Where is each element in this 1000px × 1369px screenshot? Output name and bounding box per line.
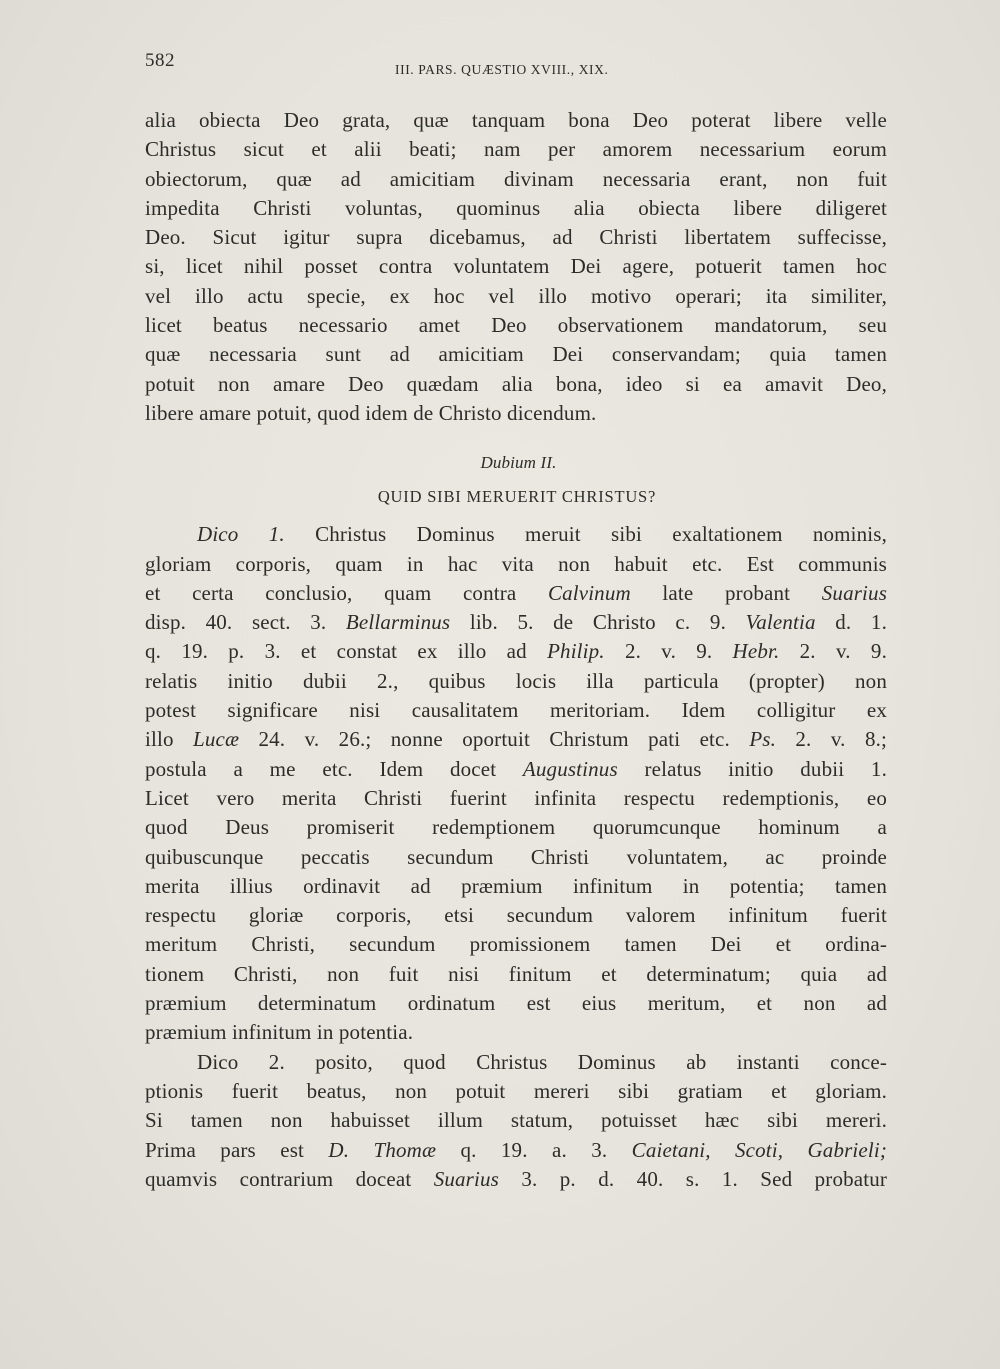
- text-line: impedita Christi voluntas, quominus alia obiecta libere diligeret: [145, 195, 887, 220]
- text-line: [145, 579, 887, 608]
- text-line: merita illius ordinavit ad præmium infinitum in potentia; tamen: [145, 873, 887, 898]
- italic-ref: Hebr.: [732, 639, 780, 664]
- paragraph-2: [145, 520, 887, 1047]
- paragraph-1: [145, 106, 887, 428]
- text-line: Dico 2. posito, quod Christus Dominus ab instanti conce-: [197, 1049, 887, 1074]
- text-line: relatis initio dubii 2., quibus locis illa particula (propter) non: [145, 668, 887, 693]
- text-line: ptionis fuerit beatus, non potuit mereri sibi gratiam et gloriam.: [145, 1078, 887, 1103]
- text-line: vel illo actu specie, ex hoc vel illo motivo operari; ita similiter,: [145, 283, 887, 308]
- text-run: Christus Dominus meruit sibi exaltationem nominis,: [284, 522, 887, 547]
- text-run: lib. 5. de Christo c. 9.: [450, 610, 746, 635]
- text-line: quæ necessaria sunt ad amicitiam Dei conservandam; quia tamen: [145, 342, 887, 367]
- text-run: q. 19. p. 3. et constat ex illo ad: [145, 639, 548, 664]
- text-line: potuit non amare Deo quædam alia bona, ideo si ea amavit Deo,: [145, 371, 887, 396]
- dubium-question: QUID SIBI MERUERIT CHRISTUS?: [377, 487, 657, 507]
- text-line: [145, 1136, 887, 1165]
- text-run: Prima pars est: [145, 1137, 329, 1162]
- text-run: relatus initio dubii 1.: [617, 756, 887, 781]
- text-run: late probant: [630, 580, 822, 605]
- paragraph-3: [145, 1048, 887, 1194]
- text-line: licet beatus necessario amet Deo observationem mandatorum, seu: [145, 313, 887, 338]
- text-line: [145, 755, 887, 784]
- italic-ref: Suarius: [821, 580, 888, 605]
- text-line: [145, 608, 887, 637]
- text-run: q. 19. a. 3.: [436, 1137, 632, 1162]
- running-head: III. PARS. QUÆSTIO XVIII., XIX.: [395, 62, 609, 77]
- text-line: [145, 1165, 887, 1194]
- text-run: disp. 40. sect. 3.: [145, 610, 346, 635]
- text-run: 2. v. 8.;: [776, 727, 887, 752]
- text-run: quamvis contrarium doceat: [145, 1166, 434, 1191]
- text-line: alia obiecta Deo grata, quæ tanquam bona Deo poterat libere velle: [145, 108, 887, 132]
- italic-ref: Philip.: [547, 639, 605, 664]
- text-line: [145, 637, 887, 666]
- page-number: 582: [145, 50, 175, 71]
- text-line: præmium infinitum in potentia.: [145, 1020, 414, 1045]
- text-line: Deo. Sicut igitur supra dicebamus, ad Christi libertatem suffecisse,: [145, 225, 887, 250]
- text-run: 2. v. 9.: [779, 639, 887, 664]
- dubium-title: Dubium II.: [480, 453, 557, 473]
- italic-ref: Valentia: [745, 610, 816, 635]
- text-run: et certa conclusio, quam contra: [145, 580, 548, 605]
- text-line: [145, 520, 887, 549]
- text-line: Licet vero merita Christi fuerint infinita respectu redemptionis, eo: [145, 785, 887, 810]
- text-line: tionem Christi, non fuit nisi finitum et determinatum; quia ad: [145, 961, 887, 986]
- text-run: d. 1.: [815, 610, 887, 635]
- text-line: gloriam corporis, quam in hac vita non habuit etc. Est communis: [145, 551, 887, 576]
- text-line: præmium determinatum ordinatum est eius meritum, et non ad: [145, 991, 887, 1016]
- text-run: 24. v. 26.; nonne oportuit Christum pati etc.: [239, 727, 750, 752]
- text-line: si, licet nihil posset contra voluntatem Dei agere, potuerit tamen hoc: [145, 254, 887, 279]
- italic-ref: Calvinum: [547, 580, 631, 605]
- italic-ref: Ps.: [749, 727, 777, 752]
- body-text: [145, 106, 887, 1194]
- text-run: illo: [145, 727, 193, 752]
- italic-ref: Augustinus: [522, 756, 618, 781]
- page-header: [145, 50, 885, 77]
- text-line: potest significare nisi causalitatem meritoriam. Idem colligitur ex: [145, 698, 887, 723]
- italic-ref: Lucæ: [193, 727, 240, 752]
- text-run: postula a me etc. Idem docet: [145, 756, 523, 781]
- text-run: 3. p. d. 40. s. 1. Sed probatur: [498, 1166, 887, 1191]
- text-line: meritum Christi, secundum promissionem tamen Dei et ordina-: [145, 932, 887, 957]
- text-line: respectu gloriæ corporis, etsi secundum valorem infinitum fuerit: [145, 903, 887, 928]
- text-line: obiectorum, quæ ad amicitiam divinam necessaria erant, non fuit: [145, 166, 887, 191]
- text-line: Christus sicut et alii beati; nam per amorem necessarium eorum: [145, 137, 887, 162]
- italic-ref: Suarius: [433, 1166, 499, 1191]
- text-line: Si tamen non habuisset illum statum, potuisset hæc sibi mereri.: [145, 1108, 887, 1133]
- italic-ref: Caietani, Scoti, Gabrieli;: [631, 1137, 887, 1162]
- text-line: libere amare potuit, quod idem de Christo dicendum.: [145, 400, 597, 425]
- text-line: [145, 725, 887, 754]
- text-run: 2. v. 9.: [604, 639, 733, 664]
- italic-ref: Bellarminus: [345, 610, 451, 635]
- italic-ref: D. Thomæ: [328, 1137, 437, 1162]
- text-line: quibuscunque peccatis secundum Christi voluntatem, ac proinde: [145, 844, 887, 869]
- text-line: quod Deus promiserit redemptionem quorumcunque hominum a: [145, 815, 887, 840]
- italic-ref: Dico 1.: [197, 522, 285, 547]
